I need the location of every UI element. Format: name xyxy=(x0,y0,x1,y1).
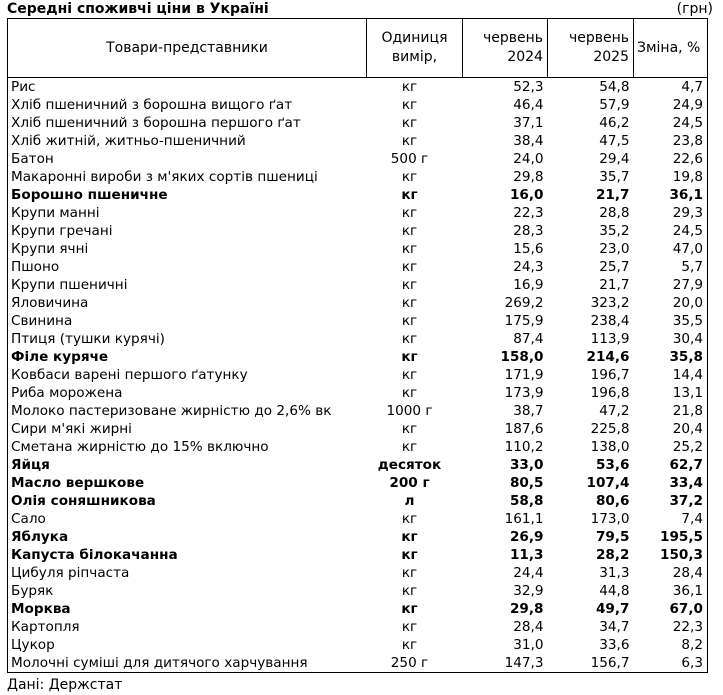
header-item: Товари-представники xyxy=(8,19,367,78)
price-2024-cell: 32,9 xyxy=(513,583,544,599)
table-row xyxy=(8,582,708,600)
header-unit: Одиниця вимір, xyxy=(367,19,463,78)
change-percent-cell: 24,9 xyxy=(634,96,708,114)
change-percent-cell: 25,2 xyxy=(634,438,708,456)
price-2025-cell: 31,3 xyxy=(599,565,630,581)
change-percent-cell: 13,1 xyxy=(634,384,708,402)
change-percent-cell: 27,9 xyxy=(634,276,708,294)
product-name-cell: Масло вершкове xyxy=(8,474,367,492)
table-row xyxy=(8,438,708,456)
unit-cell: кг xyxy=(401,511,418,527)
change-percent-cell: 29,3 xyxy=(634,204,708,222)
unit-cell: кг xyxy=(401,637,418,653)
price-2025-cell: 34,7 xyxy=(599,619,630,635)
prices-table xyxy=(7,18,708,673)
product-name-cell: Яловичина xyxy=(8,294,367,312)
price-2025-cell: 107,4 xyxy=(586,475,630,491)
table-body xyxy=(8,78,708,673)
product-name-cell: Цибуля ріпчаста xyxy=(8,564,367,582)
unit-cell: кг xyxy=(401,295,418,311)
price-2025-cell: 28,8 xyxy=(599,205,630,221)
unit-cell: кг xyxy=(401,79,418,95)
price-2024-cell: 37,1 xyxy=(513,115,544,131)
price-2024-cell: 11,3 xyxy=(509,547,544,563)
change-percent-cell: 33,4 xyxy=(634,474,708,492)
change-percent-cell: 36,1 xyxy=(634,582,708,600)
product-name-cell: Крупи пшеничні xyxy=(8,276,367,294)
price-2025-cell: 57,9 xyxy=(599,97,630,113)
unit-cell: кг xyxy=(401,367,418,383)
table-row xyxy=(8,492,708,510)
price-2024-cell: 175,9 xyxy=(504,313,544,329)
change-percent-cell: 35,8 xyxy=(634,348,708,366)
product-name-cell: Буряк xyxy=(8,582,367,600)
price-2025-cell: 46,2 xyxy=(599,115,630,131)
price-2024-cell: 46,4 xyxy=(513,97,544,113)
table-header-row xyxy=(8,19,708,78)
price-2024-cell: 24,3 xyxy=(513,259,544,275)
product-name-cell: Олія соняшникова xyxy=(8,492,367,510)
change-percent-cell: 22,3 xyxy=(634,618,708,636)
unit-cell: кг xyxy=(401,583,418,599)
price-2025-cell: 35,7 xyxy=(599,169,630,185)
unit-cell: кг xyxy=(401,313,418,329)
product-name-cell: Хліб житній, житньо-пшеничний xyxy=(8,132,367,150)
price-2025-cell: 238,4 xyxy=(590,313,630,329)
table-row xyxy=(8,150,708,168)
price-2025-cell: 49,7 xyxy=(595,601,630,617)
price-2024-cell: 29,8 xyxy=(509,601,544,617)
price-2024-cell: 158,0 xyxy=(500,349,544,365)
price-2025-cell: 21,7 xyxy=(595,187,630,203)
price-2024-cell: 16,0 xyxy=(509,187,544,203)
price-2025-cell: 79,5 xyxy=(595,529,630,545)
table-title-row xyxy=(7,0,715,18)
product-name-cell: Картопля xyxy=(8,618,367,636)
unit-cell: кг xyxy=(401,115,418,131)
price-2024-cell: 38,7 xyxy=(513,403,544,419)
price-2025-cell: 44,8 xyxy=(599,583,630,599)
unit-cell: кг xyxy=(401,205,418,221)
table-row xyxy=(8,186,708,204)
table-row xyxy=(8,312,708,330)
product-name-cell: Хліб пшеничний з борошна першого ґат xyxy=(8,114,367,132)
change-percent-cell: 62,7 xyxy=(634,456,708,474)
change-percent-cell: 36,1 xyxy=(634,186,708,204)
product-name-cell: Пшоно xyxy=(8,258,367,276)
price-2025-cell: 138,0 xyxy=(590,439,630,455)
price-2025-cell: 47,2 xyxy=(599,403,630,419)
table-row xyxy=(8,258,708,276)
unit-cell: кг xyxy=(401,619,418,635)
price-2025-cell: 80,6 xyxy=(595,493,630,509)
product-name-cell: Яблука xyxy=(8,528,367,546)
price-2024-cell: 29,8 xyxy=(513,169,544,185)
unit-cell: кг xyxy=(401,601,418,617)
price-2024-cell: 28,4 xyxy=(513,619,544,635)
price-2025-cell: 33,6 xyxy=(599,637,630,653)
unit-cell: кг xyxy=(401,421,418,437)
product-name-cell: Цукор xyxy=(8,636,367,654)
change-percent-cell: 67,0 xyxy=(634,600,708,618)
table-row xyxy=(8,294,708,312)
table-row xyxy=(8,618,708,636)
unit-cell: кг xyxy=(401,169,418,185)
unit-cell: кг xyxy=(401,349,418,365)
change-percent-cell: 20,4 xyxy=(634,420,708,438)
change-percent-cell: 28,4 xyxy=(634,564,708,582)
unit-cell: 200 г xyxy=(389,475,430,491)
table-row xyxy=(8,78,708,97)
table-row xyxy=(8,132,708,150)
price-2025-cell: 53,6 xyxy=(595,457,630,473)
table-row xyxy=(8,420,708,438)
currency-label: (грн) xyxy=(676,1,713,17)
table-row xyxy=(8,276,708,294)
price-2024-cell: 171,9 xyxy=(504,367,544,383)
unit-cell: л xyxy=(404,493,415,509)
product-name-cell: Свинина xyxy=(8,312,367,330)
table-row xyxy=(8,330,708,348)
change-percent-cell: 19,8 xyxy=(634,168,708,186)
price-2025-cell: 47,5 xyxy=(599,133,630,149)
table-row xyxy=(8,636,708,654)
table-row xyxy=(8,456,708,474)
change-percent-cell: 24,5 xyxy=(634,114,708,132)
header-change: Зміна, % xyxy=(634,19,708,78)
unit-cell: кг xyxy=(401,385,418,401)
table-row xyxy=(8,600,708,618)
change-percent-cell: 8,2 xyxy=(634,636,708,654)
product-name-cell: Борошно пшеничне xyxy=(8,186,367,204)
table-row xyxy=(8,402,708,420)
price-2025-cell: 35,2 xyxy=(599,223,630,239)
unit-cell: кг xyxy=(401,331,418,347)
table-row xyxy=(8,384,708,402)
product-name-cell: Батон xyxy=(8,150,367,168)
product-name-cell: Молоко пастеризоване жирністю до 2,6% вк xyxy=(8,402,367,420)
price-2025-cell: 196,7 xyxy=(590,367,630,383)
product-name-cell: Морква xyxy=(8,600,367,618)
change-percent-cell: 21,8 xyxy=(634,402,708,420)
table-row xyxy=(8,366,708,384)
price-2024-cell: 110,2 xyxy=(504,439,544,455)
product-name-cell: Молочні суміші для дитячого харчування xyxy=(8,654,367,673)
price-2025-cell: 21,7 xyxy=(599,277,630,293)
change-percent-cell: 6,3 xyxy=(634,654,708,673)
table-row xyxy=(8,240,708,258)
change-percent-cell: 30,4 xyxy=(634,330,708,348)
table-row xyxy=(8,204,708,222)
unit-cell: кг xyxy=(401,259,418,275)
change-percent-cell: 5,7 xyxy=(634,258,708,276)
price-2025-cell: 28,2 xyxy=(595,547,630,563)
product-name-cell: Капуста білокачанна xyxy=(8,546,367,564)
source-note: Дані: Держстат xyxy=(7,677,123,693)
price-2024-cell: 147,3 xyxy=(463,654,548,673)
unit-cell: 1000 г xyxy=(386,403,433,419)
price-2025-cell: 323,2 xyxy=(590,295,630,311)
table-row xyxy=(8,474,708,492)
table-row xyxy=(8,546,708,564)
product-name-cell: Сало xyxy=(8,510,367,528)
product-name-cell: Яйця xyxy=(8,456,367,474)
price-2024-cell: 31,0 xyxy=(513,637,544,653)
product-name-cell: Крупи гречані xyxy=(8,222,367,240)
product-name-cell: Сметана жирністю до 15% включно xyxy=(8,438,367,456)
product-name-cell: Ковбаси варені першого ґатунку xyxy=(8,366,367,384)
product-name-cell: Макаронні вироби з м'яких сортів пшениці xyxy=(8,168,367,186)
price-2025-cell: 113,9 xyxy=(590,331,630,347)
price-2025-cell: 196,8 xyxy=(590,385,630,401)
price-2024-cell: 28,3 xyxy=(513,223,544,239)
change-percent-cell: 150,3 xyxy=(634,546,708,564)
table-row xyxy=(8,654,708,673)
unit-cell: кг xyxy=(401,547,418,563)
price-2025-cell: 173,0 xyxy=(590,511,630,527)
product-name-cell: Хліб пшеничний з борошна вищого ґат xyxy=(8,96,367,114)
product-name-cell: Рис xyxy=(8,78,367,97)
unit-cell: кг xyxy=(401,439,418,455)
change-percent-cell: 35,5 xyxy=(634,312,708,330)
price-2025-cell: 156,7 xyxy=(548,654,634,673)
unit-cell: кг xyxy=(401,529,418,545)
table-row xyxy=(8,528,708,546)
price-2024-cell: 52,3 xyxy=(513,79,544,95)
table-row xyxy=(8,168,708,186)
change-percent-cell: 24,5 xyxy=(634,222,708,240)
change-percent-cell: 22,6 xyxy=(634,150,708,168)
header-june-2025: червень 2025 xyxy=(548,19,634,78)
product-name-cell: Філе куряче xyxy=(8,348,367,366)
unit-cell: десяток xyxy=(377,457,442,473)
price-2024-cell: 22,3 xyxy=(513,205,544,221)
price-2025-cell: 214,6 xyxy=(586,349,630,365)
price-2024-cell: 16,9 xyxy=(513,277,544,293)
product-name-cell: Сири м'які жирні xyxy=(8,420,367,438)
table-row xyxy=(8,222,708,240)
table-row xyxy=(8,564,708,582)
price-2025-cell: 29,4 xyxy=(599,151,630,167)
price-2024-cell: 269,2 xyxy=(504,295,544,311)
unit-cell: кг xyxy=(401,277,418,293)
price-2024-cell: 24,0 xyxy=(513,151,544,167)
change-percent-cell: 14,4 xyxy=(634,366,708,384)
unit-cell: 500 г xyxy=(390,151,429,167)
table-title: Середні споживчі ціни в Україні xyxy=(7,1,269,17)
price-2025-cell: 225,8 xyxy=(590,421,630,437)
price-2024-cell: 80,5 xyxy=(509,475,544,491)
product-name-cell: Крупи манні xyxy=(8,204,367,222)
unit-cell: кг xyxy=(401,565,418,581)
price-2024-cell: 24,4 xyxy=(513,565,544,581)
price-2024-cell: 173,9 xyxy=(504,385,544,401)
price-2025-cell: 25,7 xyxy=(599,259,630,275)
product-name-cell: Риба морожена xyxy=(8,384,367,402)
price-2024-cell: 26,9 xyxy=(509,529,544,545)
table-row xyxy=(8,96,708,114)
unit-cell: кг xyxy=(401,133,418,149)
price-2024-cell: 187,6 xyxy=(504,421,544,437)
unit-cell: кг xyxy=(401,241,418,257)
change-percent-cell: 195,5 xyxy=(634,528,708,546)
change-percent-cell: 7,4 xyxy=(634,510,708,528)
price-2024-cell: 15,6 xyxy=(513,241,544,257)
change-percent-cell: 20,0 xyxy=(634,294,708,312)
change-percent-cell: 23,8 xyxy=(634,132,708,150)
price-2025-cell: 23,0 xyxy=(599,241,630,257)
change-percent-cell: 37,2 xyxy=(634,492,708,510)
change-percent-cell: 47,0 xyxy=(634,240,708,258)
price-2024-cell: 87,4 xyxy=(513,331,544,347)
header-june-2024: червень 2024 xyxy=(463,19,548,78)
price-2024-cell: 38,4 xyxy=(513,133,544,149)
product-name-cell: Крупи ячні xyxy=(8,240,367,258)
unit-cell: кг xyxy=(401,97,418,113)
product-name-cell: Птиця (тушки курячі) xyxy=(8,330,367,348)
price-2024-cell: 33,0 xyxy=(509,457,544,473)
change-percent-cell: 4,7 xyxy=(634,78,708,97)
table-row xyxy=(8,114,708,132)
price-2024-cell: 58,8 xyxy=(509,493,544,509)
table-row xyxy=(8,510,708,528)
table-row xyxy=(8,348,708,366)
price-2025-cell: 54,8 xyxy=(599,79,630,95)
price-2024-cell: 161,1 xyxy=(504,511,544,527)
unit-cell: кг xyxy=(401,223,418,239)
unit-cell: 250 г xyxy=(367,654,463,673)
unit-cell: кг xyxy=(401,187,418,203)
